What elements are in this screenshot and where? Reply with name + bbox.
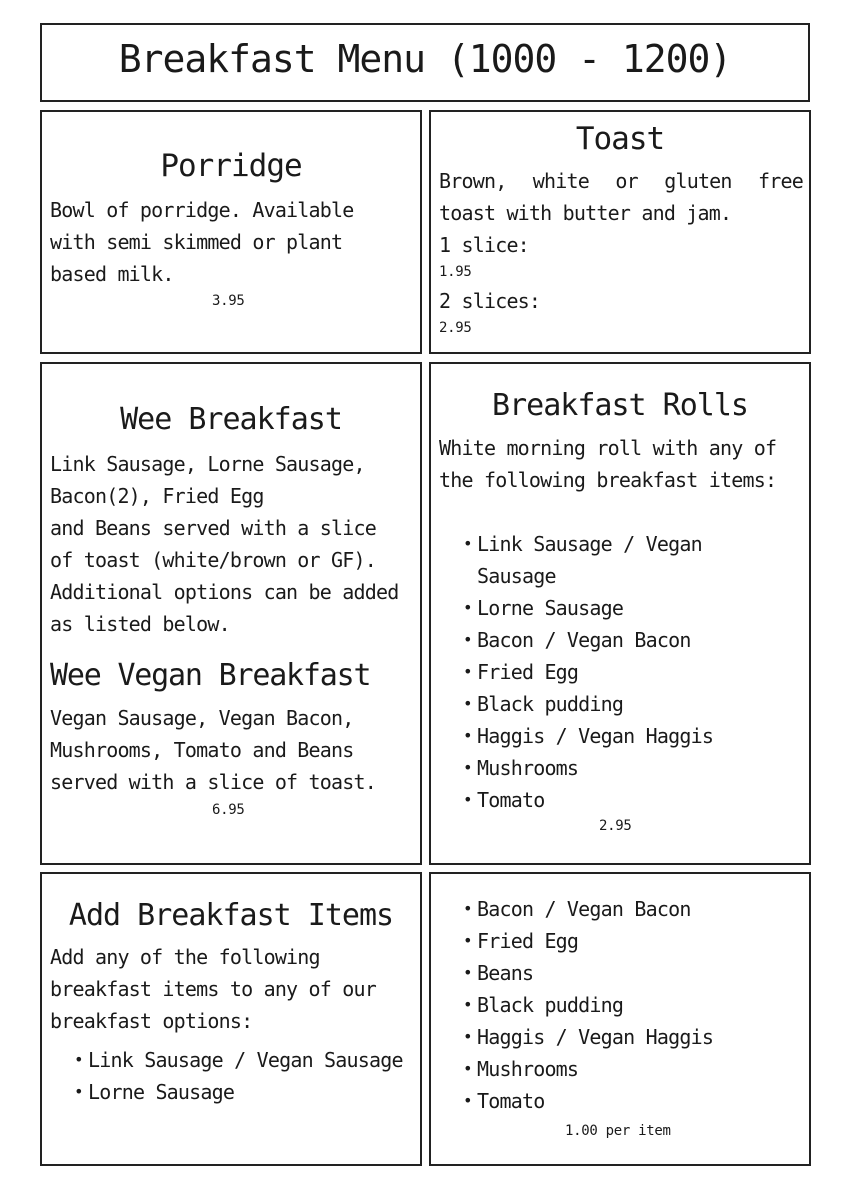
list-item: • Link Sausage / Vegan Sausage (463, 528, 749, 592)
porridge-heading: Porridge (160, 148, 302, 184)
list-item: • Lorne Sausage (463, 592, 749, 624)
porridge-section (40, 110, 422, 354)
breakfast-rolls-heading: Breakfast Rolls (492, 388, 748, 423)
toast-section (429, 110, 811, 354)
list-item: • Fried Egg (463, 656, 749, 688)
list-item: • Black pudding (463, 989, 769, 1021)
toast-two-slices-label: 2 slices: (439, 289, 541, 313)
toast-heading: Toast (575, 121, 665, 157)
list-item: • Haggis / Vegan Haggis (463, 720, 749, 752)
menu-title-box (40, 23, 810, 102)
toast-one-slice-label: 1 slice: (439, 233, 529, 257)
wee-vegan-breakfast-heading: Wee Vegan Breakfast (50, 658, 371, 693)
wee-vegan-breakfast-description: Vegan Sausage, Vegan Bacon, Mushrooms, Tomato and Beans served with a slice of toast. (50, 706, 376, 794)
wee-breakfast-line-1: Link Sausage, Lorne Sausage, (50, 452, 365, 476)
list-item: • Haggis / Vegan Haggis (463, 1021, 769, 1053)
list-item: • Beans (463, 957, 769, 989)
list-item: • Bacon / Vegan Bacon (463, 624, 749, 656)
list-item: • Tomato (463, 1085, 769, 1117)
add-breakfast-items-section (40, 872, 422, 1166)
add-breakfast-items-heading: Add Breakfast Items (68, 898, 394, 933)
wee-breakfast-line-3: and Beans served with a slice of toast (white/brown or GF). Additional options can be added as listed below. (50, 516, 399, 636)
list-item: • Link Sausage / Vegan Sausage (74, 1044, 414, 1076)
add-breakfast-items-description: Add any of the following breakfast items to any of our breakfast options: (50, 945, 376, 1033)
list-item: • Bacon / Vegan Bacon (463, 893, 769, 925)
breakfast-rolls-section (429, 362, 811, 865)
list-item: • Black pudding (463, 688, 749, 720)
toast-two-slices-price: 2.95 (439, 320, 472, 336)
add-breakfast-items-continued-list (463, 893, 769, 1117)
list-item: • Fried Egg (463, 925, 769, 957)
add-breakfast-items-list (74, 1044, 414, 1108)
breakfast-rolls-list (463, 528, 749, 816)
add-breakfast-items-continued-section (429, 872, 811, 1166)
porridge-price: 3.95 (212, 293, 245, 309)
breakfast-rolls-price: 2.95 (599, 818, 632, 834)
toast-one-slice-price: 1.95 (439, 264, 472, 280)
list-item: • Lorne Sausage (74, 1076, 414, 1108)
add-items-price: 1.00 per item (565, 1123, 671, 1139)
wee-breakfast-line-2: Bacon(2), Fried Egg (50, 484, 264, 508)
wee-breakfast-section (40, 362, 422, 865)
wee-breakfast-heading: Wee Breakfast (120, 402, 342, 437)
wee-breakfast-price: 6.95 (212, 802, 245, 818)
list-item: • Tomato (463, 784, 749, 816)
breakfast-rolls-description: White morning roll with any of the following breakfast items: (439, 436, 777, 492)
porridge-description: Bowl of porridge. Available with semi skimmed or plant based milk. (50, 198, 354, 286)
menu-title: Breakfast Menu (1000 - 1200) (118, 37, 732, 81)
list-item: • Mushrooms (463, 1053, 769, 1085)
list-item: • Mushrooms (463, 752, 749, 784)
toast-description: Brown, white or gluten free toast with butter and jam. (439, 169, 803, 225)
